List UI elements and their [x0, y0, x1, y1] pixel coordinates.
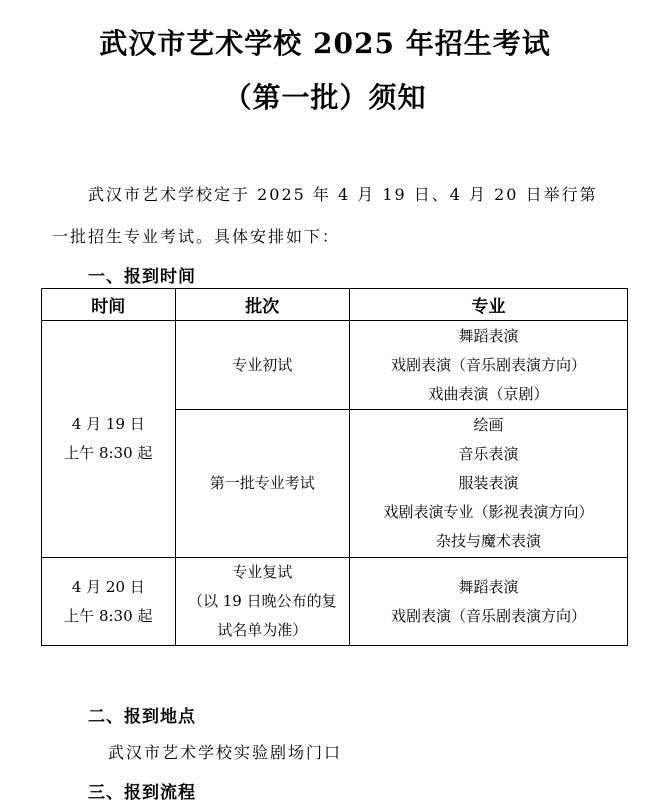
- section-heading-registration-location: 二、报到地点: [88, 707, 196, 727]
- time-hour: 上午 8:30 起: [64, 606, 153, 625]
- section-heading-registration-process: 三、报到流程: [88, 783, 196, 803]
- column-header-batch: 批次: [175, 289, 349, 321]
- batch-name: 专业初试: [232, 355, 293, 374]
- batch-name: 专业复试: [232, 563, 293, 581]
- major-item: 戏剧表演（音乐剧表演方向）: [390, 355, 586, 374]
- major-cell: [350, 410, 628, 558]
- column-header-time: 时间: [42, 289, 176, 321]
- column-header-major: 专业: [350, 289, 628, 321]
- table-header-row: [42, 289, 628, 321]
- major-item: 舞蹈表演: [458, 326, 519, 345]
- section-heading-registration-time: 一、报到时间: [88, 267, 196, 287]
- schedule-table: [41, 288, 628, 646]
- batch-name: 第一批专业考试: [209, 474, 315, 492]
- major-cell: [350, 558, 628, 646]
- page-subtitle: （第一批）须知: [223, 81, 427, 114]
- major-item: 戏曲表演（京剧）: [428, 384, 549, 403]
- major-item: 戏剧表演（音乐剧表演方向）: [390, 606, 586, 625]
- table-row: [42, 558, 628, 646]
- batch-note: （以 19 日晚公布的复: [187, 592, 337, 610]
- major-item: 杂技与魔术表演: [435, 532, 541, 550]
- major-item: 音乐表演: [458, 445, 519, 463]
- time-hour: 上午 8:30 起: [64, 444, 153, 462]
- batch-cell: [175, 558, 349, 646]
- time-date: 4 月 19 日: [71, 415, 145, 433]
- time-cell: [42, 321, 176, 558]
- intro-paragraph: 武汉市艺术学校定于 2025 年 4 月 19 日、4 月 20 日举行第一批招生专业考试。具体安排如下：: [52, 185, 598, 246]
- major-item: 服装表演: [458, 474, 519, 492]
- batch-cell: [175, 321, 349, 410]
- time-cell: [42, 558, 176, 646]
- major-item: 绘画: [473, 416, 504, 434]
- table-row: [42, 321, 628, 410]
- registration-location-text: 武汉市艺术学校实验剧场门口: [108, 743, 343, 762]
- time-date: 4 月 20 日: [71, 577, 145, 596]
- major-cell: [350, 321, 628, 410]
- major-item: 戏剧表演专业（影视表演方向）: [383, 503, 594, 521]
- major-item: 舞蹈表演: [458, 577, 519, 596]
- page-title: 武汉市艺术学校 2025 年招生考试: [99, 27, 551, 60]
- batch-cell: [175, 410, 349, 558]
- batch-note: 试名单为准）: [217, 621, 308, 639]
